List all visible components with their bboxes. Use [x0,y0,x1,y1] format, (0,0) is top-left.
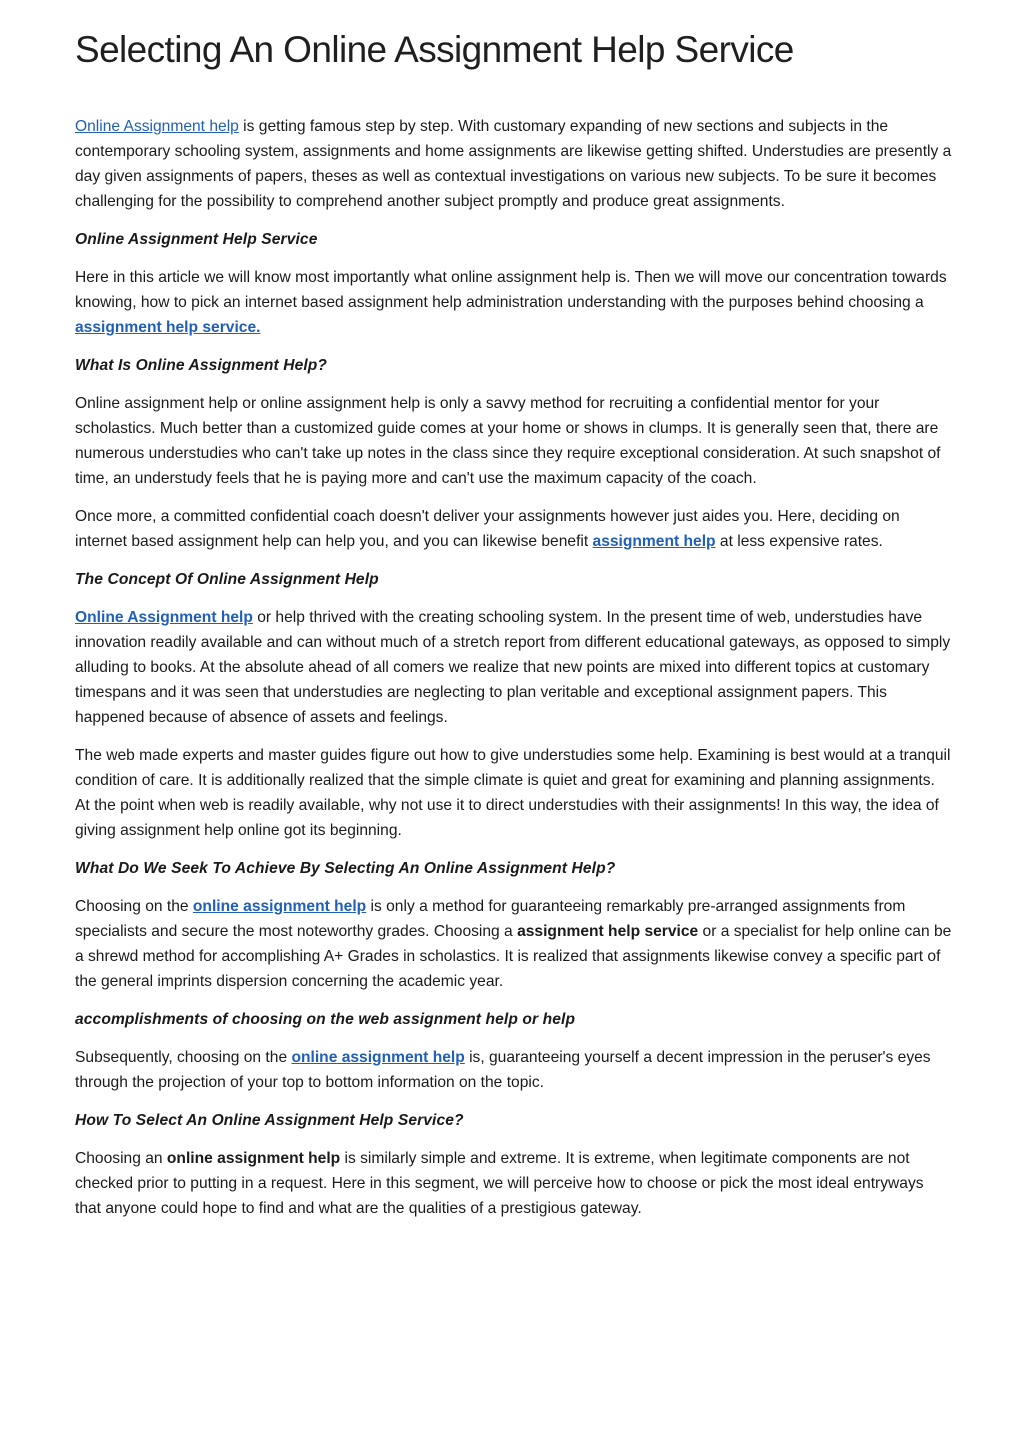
paragraph-text: Once more, a committed confidential coach doesn't deliver your assignments however just aides you. Here, deciding on internet based assignment help can help you, and you can likewise benefit [75,508,900,550]
assignment-help-link[interactable]: assignment help [592,533,716,550]
paragraph-text: Choosing on the [75,898,193,915]
online-assignment-help-link[interactable]: Online Assignment help [75,118,239,135]
page-title: Selecting An Online Assignment Help Service [75,29,794,70]
paragraph-choosing [75,1146,953,1221]
paragraph-subsequently [75,1045,953,1095]
online-assignment-help-link-2[interactable]: online assignment help [192,898,367,915]
paragraph-text: is similarly simple and extreme. It is extreme, when legitimate components are not checked prior to putting in a request. Here in this segment, we will perceive how to choose or pick the most ideal entryways that anyone could hope to find and what are the qualities of a prestigious gateway. [75,1150,924,1217]
heading-what-is-online-assignment-help: What Is Online Assignment Help? [75,357,328,374]
paragraph-web-experts: The web made experts and master guides figure out how to give understudies some help. Examining is best would at a tranquil condition of care. It is additionally realized that the simple climate is quiet and great for examining and planning assignments. At the point when web is readily available, why not use it to direct understudies with their assignments! In this way, the idea of giving assignment help online got its beginning. [75,747,951,839]
assignment-help-service-link[interactable]: assignment help service. [75,319,261,336]
bold-phrase: assignment help service [517,923,699,940]
online-assignment-help-link-3[interactable]: online assignment help [291,1049,465,1066]
intro-paragraph [75,114,953,214]
paragraph-text: or help thrived with the creating schooling system. In the present time of web, understudies have innovation readily available and can without much of a stretch report from different educational gateways, as opposed to simply alluding to books. At the absolute ahead of all comers we realize that new points are mixed into different topics at customary timespans and it was seen that understudies are neglecting to plan veritable and exceptional assignment papers. This happened because of absence of assets and feelings. [75,609,951,726]
paragraph-text: or a specialist for help online can be a shrewd method for accomplishing A+ Grades in scholastics. It is realized that assignments likewise convey a specific part of the general imprints dispersion concerning the academic year. [75,923,952,990]
heading-how-to-select: How To Select An Online Assignment Help Service? [75,1112,464,1129]
paragraph-seek [75,894,953,994]
paragraph-concept [75,605,953,730]
paragraph-text: Choosing an [75,1150,167,1167]
heading-what-do-we-seek: What Do We Seek To Achieve By Selecting An Online Assignment Help? [75,860,616,877]
heading-accomplishments: accomplishments of choosing on the web assignment help or help [75,1011,576,1028]
bold-phrase: online assignment help [166,1150,341,1167]
online-assignment-help-link-bold[interactable]: Online Assignment help [75,609,253,626]
paragraph-text: at less expensive rates. [715,533,883,550]
paragraph-text: Here in this article we will know most importantly what online assignment help is. Then we will move our concentration towards knowing, how to pick an internet based assignment help administration understanding with the purposes behind choosing a [75,269,947,311]
intro-text: is getting famous step by step. With customary expanding of new sections and subjects in the contemporary schooling system, assignments and home assignments are likewise getting shifted. Understudies are presently a day given assignments of papers, theses as well as contextual investigations on various new subjects. To be sure it becomes challenging for the possibility to comprehend another subject promptly and produce great assignments. [75,118,952,210]
paragraph-coach [75,504,953,554]
paragraph-text: is, guaranteeing yourself a decent impression in the peruser's eyes through the projection of your top to bottom information on the topic. [75,1049,931,1091]
paragraph-definition: Online assignment help or online assignment help is only a savvy method for recruiting a confidential mentor for your scholastics. Much better than a customized guide comes at your home or shows in clumps. It is generally seen that, there are numerous understudies who can't take up notes in the class since they require exceptional consideration. At such snapshot of time, an understudy feels that he is paying more and can't use the maximum capacity of the coach. [75,395,941,487]
paragraph-text: Subsequently, choosing on the [75,1049,292,1066]
heading-concept: The Concept Of Online Assignment Help [75,571,379,588]
paragraph-article-intro [75,265,953,340]
heading-online-assignment-help-service: Online Assignment Help Service [75,231,318,248]
paragraph-text: is only a method for guaranteeing remarkably pre-arranged assignments from specialists and secure the most noteworthy grades. Choosing a [75,898,906,940]
